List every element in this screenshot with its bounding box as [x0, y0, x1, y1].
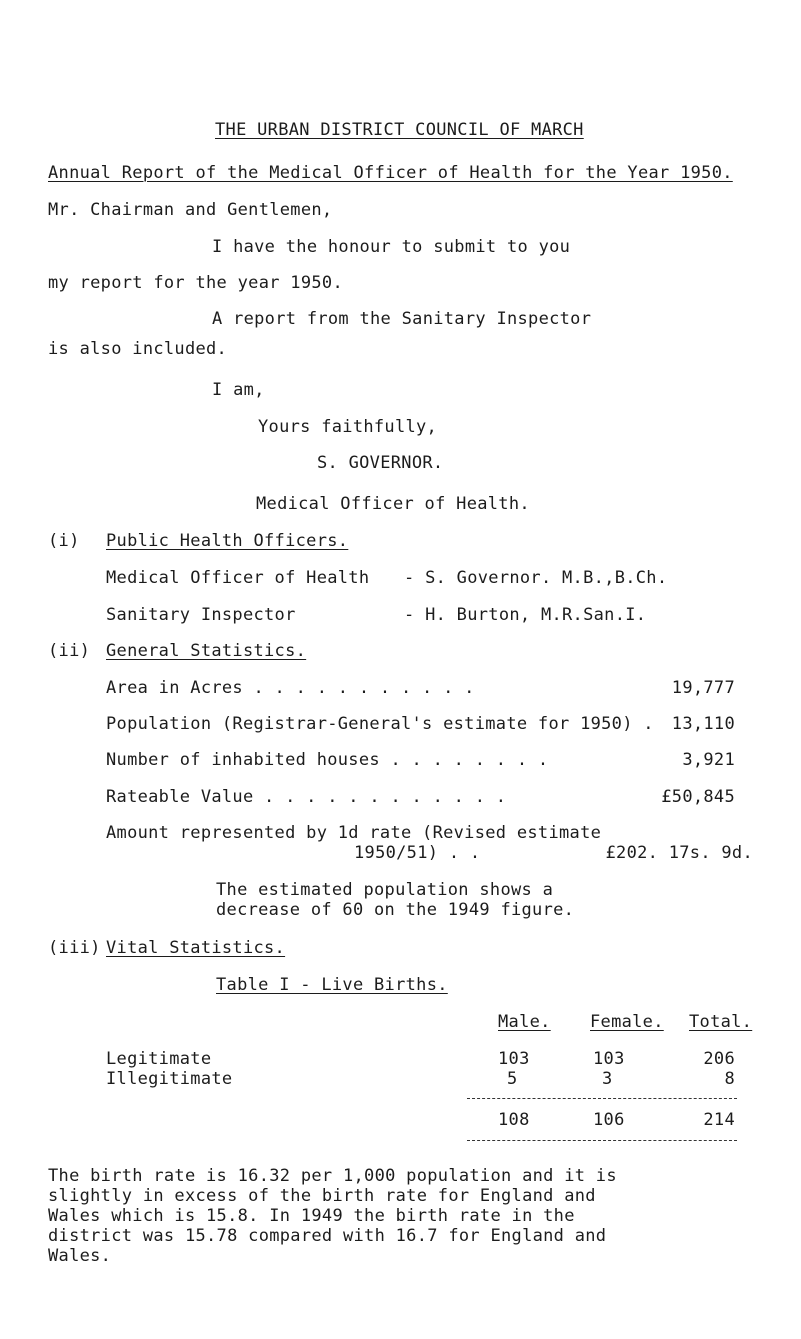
- report-title: Annual Report of the Medical Officer of Health for the Year 1950.: [48, 163, 733, 183]
- officer-role: Medical Officer of Health: [106, 568, 370, 588]
- section-number-i: (i): [48, 531, 80, 551]
- closing-yours-faithfully: Yours faithfully,: [258, 417, 438, 437]
- table-cell-female: 103: [593, 1049, 625, 1069]
- statistic-value: £50,845: [661, 787, 735, 807]
- table-cell-male: 5: [507, 1069, 518, 1089]
- table-total-male: 108: [498, 1110, 530, 1130]
- table-rule-top: [467, 1098, 737, 1099]
- birth-rate-paragraph-line: Wales which is 15.8. In 1949 the birth rate in the: [48, 1206, 575, 1226]
- statistic-label: Number of inhabited houses . . . . . . . .: [106, 750, 549, 770]
- statistic-value: 3,921: [682, 750, 735, 770]
- officer-name: - H. Burton, M.R.San.I.: [404, 605, 647, 625]
- amount-value: £202. 17s. 9d.: [605, 843, 753, 863]
- column-header-total: Total.: [689, 1012, 753, 1032]
- table-cell-female: 3: [602, 1069, 613, 1089]
- signature-name: S. GOVERNOR.: [317, 453, 444, 473]
- section-number-iii: (iii): [48, 938, 101, 958]
- table-rule-bottom: [467, 1140, 737, 1141]
- birth-rate-paragraph-line: The birth rate is 16.32 per 1,000 population and it is: [48, 1166, 617, 1186]
- table-cell-total: 206: [703, 1049, 735, 1069]
- officer-name: - S. Governor. M.B.,B.Ch.: [404, 568, 668, 588]
- statistic-value: 19,777: [671, 678, 735, 698]
- officer-role: Sanitary Inspector: [106, 605, 296, 625]
- closing-i-am: I am,: [212, 380, 265, 400]
- statistic-value: 13,110: [671, 714, 735, 734]
- population-note-line2: decrease of 60 on the 1949 figure.: [216, 900, 575, 920]
- birth-rate-paragraph-line: Wales.: [48, 1246, 112, 1266]
- table-title: Table I - Live Births.: [216, 975, 448, 995]
- amount-label-line2: 1950/51) . .: [354, 843, 481, 863]
- table-cell-total: 8: [724, 1069, 735, 1089]
- amount-label-line1: Amount represented by 1d rate (Revised estimate: [106, 823, 602, 843]
- letter-para2-line2: is also included.: [48, 339, 228, 359]
- column-header-female: Female.: [590, 1012, 664, 1032]
- birth-rate-paragraph-line: district was 15.78 compared with 16.7 for England and: [48, 1226, 607, 1246]
- section-title-general-statistics: General Statistics.: [106, 641, 307, 661]
- column-header-male: Male.: [498, 1012, 551, 1032]
- table-row-label: Legitimate: [106, 1049, 212, 1069]
- table-total-female: 106: [593, 1110, 625, 1130]
- letter-para2-line1: A report from the Sanitary Inspector: [212, 309, 592, 329]
- statistic-label: Area in Acres . . . . . . . . . . .: [106, 678, 475, 698]
- section-title-vital-statistics: Vital Statistics.: [106, 938, 286, 958]
- section-title-public-health-officers: Public Health Officers.: [106, 531, 349, 551]
- letter-para1-line2: my report for the year 1950.: [48, 273, 343, 293]
- signature-title: Medical Officer of Health.: [256, 494, 530, 514]
- table-total-total: 214: [703, 1110, 735, 1130]
- population-note-line1: The estimated population shows a: [216, 880, 554, 900]
- statistic-label: Population (Registrar-General's estimate for 1950) .: [106, 714, 654, 734]
- table-cell-male: 103: [498, 1049, 530, 1069]
- salutation: Mr. Chairman and Gentlemen,: [48, 200, 333, 220]
- section-number-ii: (ii): [48, 641, 91, 661]
- statistic-label: Rateable Value . . . . . . . . . . . .: [106, 787, 507, 807]
- letter-para1-line1: I have the honour to submit to you: [212, 237, 571, 257]
- birth-rate-paragraph-line: slightly in excess of the birth rate for England and: [48, 1186, 596, 1206]
- council-heading: THE URBAN DISTRICT COUNCIL OF MARCH: [215, 120, 584, 140]
- table-row-label: Illegitimate: [106, 1069, 233, 1089]
